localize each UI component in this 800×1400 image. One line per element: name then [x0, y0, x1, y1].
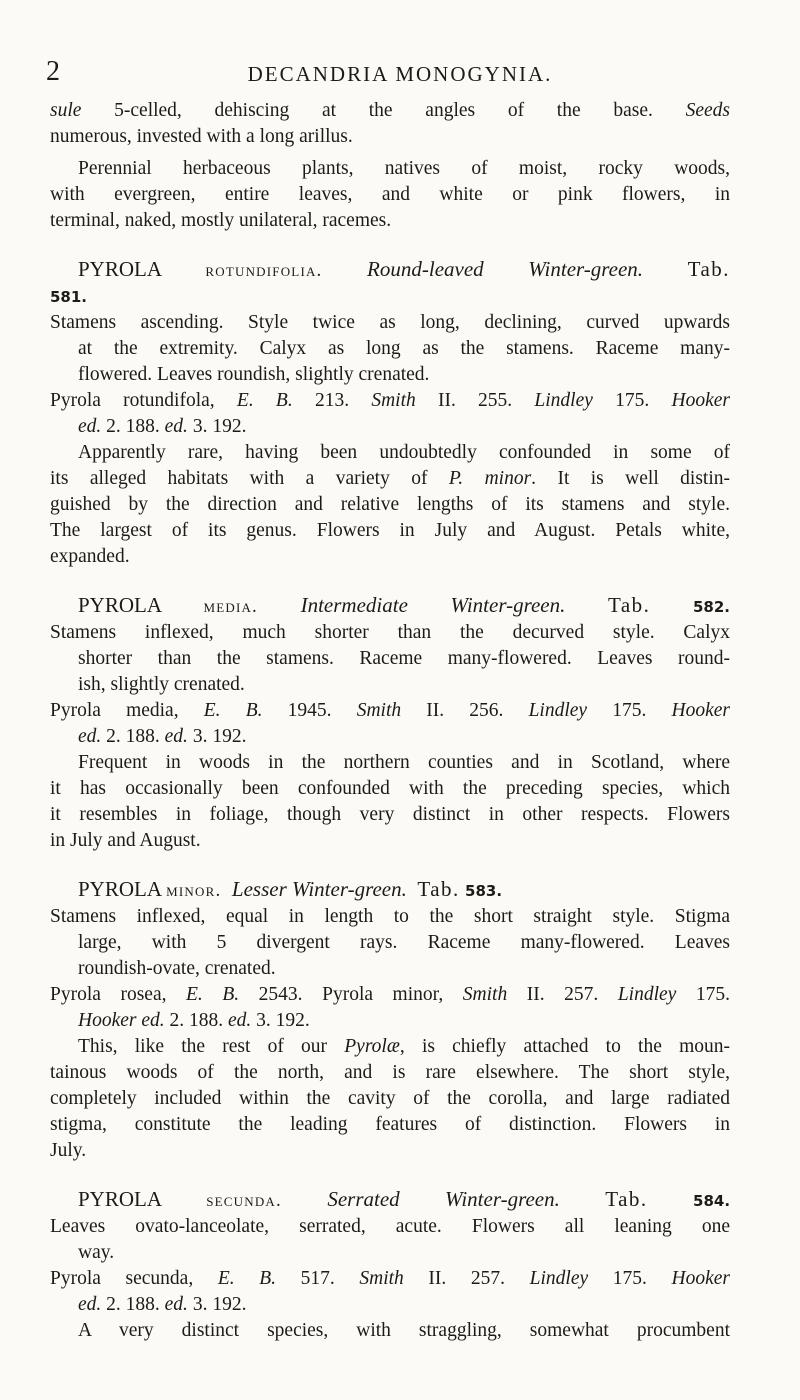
intro-italic-word: Seeds [685, 100, 730, 121]
species-heading [50, 1186, 730, 1214]
note-line: its alleged habitats with a variety of P. minor. It is well distin- [50, 468, 730, 489]
description-line: way. [78, 1242, 115, 1263]
description-line: shorter than the stamens. Raceme many-flowered. Leaves round- [78, 648, 730, 669]
species-entry [50, 592, 730, 854]
page-body [50, 98, 730, 1344]
species-epithet: media. [203, 596, 259, 617]
note-line: A very distinct species, with straggling, somewhat procumbent [78, 1320, 730, 1341]
tab-ref [605, 1187, 730, 1211]
description-line: at the extremity. Calyx as long as the stamens. Raceme many- [78, 338, 730, 359]
genus-name: PYROLA [78, 877, 161, 901]
description-line: Stamens inflexed, much shorter than the decurved style. Calyx [50, 622, 730, 643]
tab-ref [608, 593, 730, 617]
reference-line: ed. 2. 188. ed. 3. 192. [78, 1294, 247, 1315]
tab-number-line [50, 284, 730, 310]
tab-label: Tab. [417, 877, 460, 901]
reference-line: Pyrola rosea, E. B. 2543. Pyrola minor, Smith II. 257. Lindley 175. [50, 984, 730, 1005]
page-number: 2 [46, 56, 60, 87]
tab-number: 584. [693, 1192, 731, 1210]
intro-italic-word: sule [50, 100, 82, 121]
note-line: stigma, constitute the leading features of distinction. Flowers in [50, 1114, 730, 1135]
reference-line: Pyrola media, E. B. 1945. Smith II. 256. Lindley 175. Hooker [50, 700, 731, 721]
species-epithet: minor. [166, 880, 222, 901]
note-line: guished by the direction and relative lengths of its stamens and style. [50, 494, 730, 515]
note-line: Frequent in woods in the northern counties and in Scotland, where [78, 752, 730, 773]
reference-line: Pyrola secunda, E. B. 517. Smith II. 257. Lindley 175. Hooker [50, 1268, 730, 1289]
species-heading [50, 876, 730, 904]
note-line: in July and August. [50, 830, 201, 851]
note-line: July. [50, 1140, 87, 1161]
note-line: The largest of its genus. Flowers in July and August. Petals white, [50, 520, 730, 541]
common-name: Lesser Winter-green. [231, 877, 407, 901]
description-line: Stamens inflexed, equal in length to the short straight style. Stigma [50, 906, 730, 927]
page-header [0, 56, 800, 96]
species-entry [50, 876, 730, 1164]
note-line: tainous woods of the north, and is rare elsewhere. The short style, [50, 1062, 730, 1083]
species-heading [50, 592, 730, 620]
species-heading [50, 256, 730, 284]
tab-number: 582. [692, 598, 730, 616]
species-epithet: rotundifolia. [205, 260, 323, 281]
reference-line: ed. 2. 188. ed. 3. 192. [78, 416, 247, 437]
tab-number: 581. [50, 288, 88, 306]
common-name: Serrated Winter-green. [327, 1187, 560, 1211]
species-entry [50, 1186, 730, 1344]
description-line: ish, slightly crenated. [78, 674, 245, 695]
species-entry [50, 256, 730, 570]
note-line: This, like the rest of our Pyrolæ, is chiefly attached to the moun- [78, 1036, 730, 1057]
tab-number: 583. [465, 882, 503, 900]
note-line: expanded. [50, 546, 130, 567]
reference-line: ed. 2. 188. ed. 3. 192. [78, 726, 247, 747]
tab-label: Tab. [607, 593, 651, 617]
species-epithet: secunda. [206, 1190, 282, 1211]
note-line: it resembles in foliage, though very distinct in other respects. Flowers [50, 804, 730, 825]
genus-name: PYROLA [78, 257, 161, 281]
reference-line: Hooker ed. 2. 188. ed. 3. 192. [78, 1010, 310, 1031]
description-line: Stamens ascending. Style twice as long, declining, curved upwards [50, 312, 730, 333]
intro-line: terminal, naked, mostly unilateral, racemes. [50, 210, 392, 231]
note-line: Apparently rare, having been undoubtedly confounded in some of [78, 442, 730, 463]
common-name: Intermediate Winter-green. [300, 593, 566, 617]
genus-name: PYROLA [78, 1187, 161, 1211]
common-name: Round-leaved Winter-green. [367, 257, 644, 281]
description-line: roundish-ovate, crenated. [78, 958, 276, 979]
description-line: large, with 5 divergent rays. Raceme many-flowered. Leaves [78, 932, 730, 953]
intro-line [50, 98, 730, 124]
running-head: DECANDRIA MONOGYNIA. [247, 62, 553, 86]
tab-label: Tab. [605, 1187, 648, 1211]
reference-line: Pyrola rotundifola, E. B. 213. Smith II. 255. Lindley 175. Hooker [50, 390, 730, 411]
tab-label: Tab. [687, 257, 731, 281]
note-line: completely included within the cavity of the corolla, and large radiated [50, 1088, 730, 1109]
note-line: it has occasionally been confounded with the preceding species, which [50, 778, 730, 799]
intro-line: numerous, invested with a long arillus. [50, 126, 353, 147]
description-line: flowered. Leaves roundish, slightly crenated. [78, 364, 430, 385]
intro-line: Perennial herbaceous plants, natives of moist, rocky woods, [78, 158, 730, 179]
genus-name: PYROLA [78, 593, 161, 617]
intro-text: 5-celled, dehiscing at the angles of the base. [81, 100, 653, 121]
intro-line: with evergreen, entire leaves, and white or pink flowers, in [50, 184, 730, 205]
description-line: Leaves ovato-lanceolate, serrated, acute. Flowers all leaning one [50, 1216, 730, 1237]
